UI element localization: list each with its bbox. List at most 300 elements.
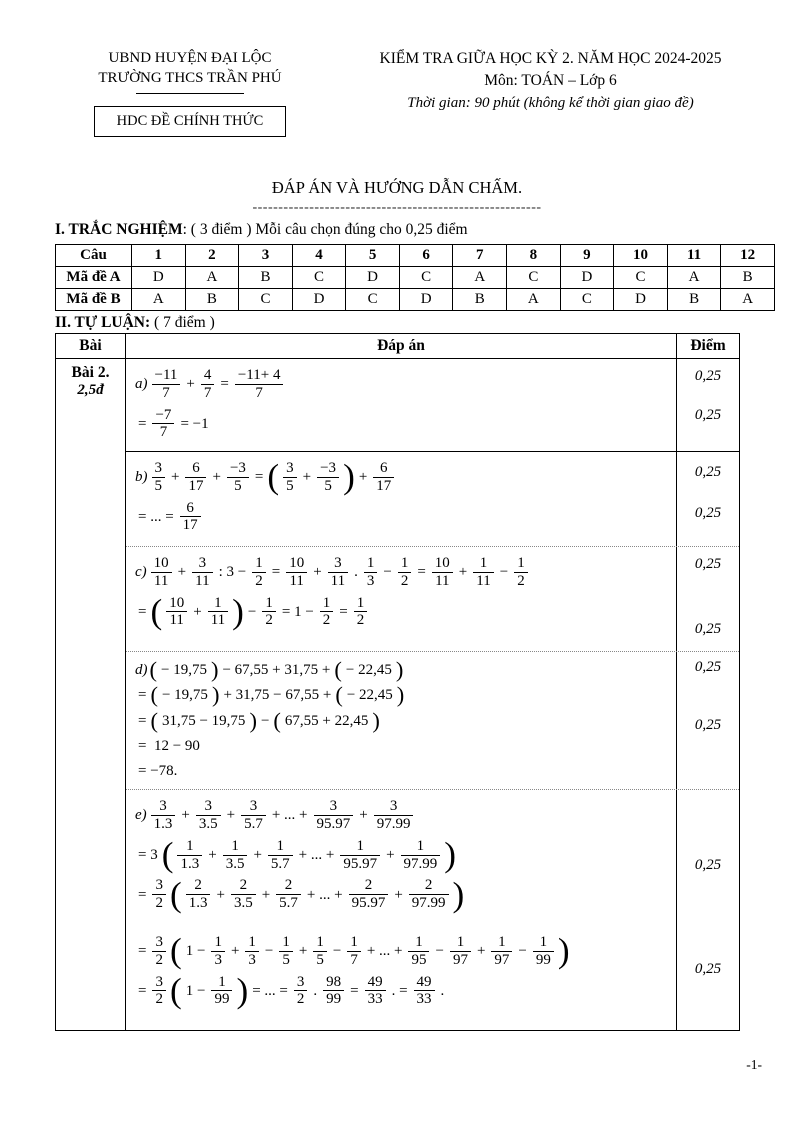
points-cell xyxy=(676,547,739,651)
numerator: 3 xyxy=(151,798,176,816)
math-text: + xyxy=(226,807,236,824)
answer-cell: A xyxy=(185,267,239,289)
essay-table-body xyxy=(56,359,739,1030)
numerator: 4 xyxy=(201,367,215,385)
answer-cell: C xyxy=(614,267,668,289)
table-row xyxy=(56,245,775,267)
page-number: -1- xyxy=(746,1057,762,1072)
column-header-diem: Điểm xyxy=(676,334,739,358)
math-text: = 12 − 90 xyxy=(138,737,200,754)
fraction xyxy=(252,555,266,590)
math-text: = xyxy=(417,564,426,581)
numerator: 49 xyxy=(365,974,386,992)
fraction xyxy=(514,555,528,590)
math-text: + xyxy=(193,603,202,620)
essay-table-header xyxy=(56,334,739,359)
denominator: 1.3 xyxy=(153,816,173,833)
point-value: 0,25 xyxy=(694,960,722,977)
numerator: 6 xyxy=(180,500,201,518)
fraction xyxy=(323,974,344,1009)
solution-part-c xyxy=(126,546,739,651)
math-text: + xyxy=(302,469,312,486)
math-text: − xyxy=(264,943,274,960)
answer-cell: A xyxy=(453,267,507,289)
numerator: 3 xyxy=(241,798,266,816)
denominator: 7 xyxy=(162,384,170,401)
math-text: − 22,45 xyxy=(346,687,393,704)
numerator: 2 xyxy=(349,877,389,895)
math-text: . xyxy=(440,982,445,999)
fraction xyxy=(374,798,414,833)
fraction xyxy=(166,595,187,630)
answer-cell: B xyxy=(721,267,775,289)
math-text: − xyxy=(332,943,342,960)
answer-cell: B xyxy=(667,289,721,311)
problem-total-points: 2,5đ xyxy=(77,382,104,398)
math-line: b) $\frac{3}{5}$ + $\frac{6}{17}$ + $\frac{-3}{5}$ = ( $\frac{3}{5}$ + $\frac{-3}{5}$ ) + $\frac{6}{17}$ xyxy=(135,460,670,495)
fraction xyxy=(450,934,471,969)
numerator: −7 xyxy=(152,407,174,425)
denominator: 1.3 xyxy=(180,855,200,872)
points-cell xyxy=(676,652,739,789)
fraction xyxy=(211,934,225,969)
math-text: = xyxy=(220,376,229,393)
fraction xyxy=(354,595,368,630)
answer-cell: B xyxy=(185,289,239,311)
math-text: − xyxy=(435,943,444,960)
numerator: 3 xyxy=(152,460,166,478)
fraction xyxy=(152,934,166,969)
numerator: 10 xyxy=(286,555,307,573)
numerator: 1 xyxy=(533,934,554,952)
solution-steps xyxy=(126,790,676,1030)
multiple-choice-table xyxy=(55,244,775,311)
math-text: = xyxy=(271,564,281,581)
points-cell xyxy=(676,359,739,451)
fraction xyxy=(223,838,248,873)
math-text: . xyxy=(313,982,318,999)
denominator: 99 xyxy=(535,951,551,968)
math-line xyxy=(135,367,670,402)
denominator: 11 xyxy=(210,612,226,629)
numerator: 1 xyxy=(408,934,429,952)
math-line xyxy=(135,761,670,781)
points-cell xyxy=(676,790,739,1030)
math-line: = $\frac{3}{2}$ ( 1 − $\frac{1}{99}$ ) = ... = $\frac{3}{2}$ . $\frac{98}{99}$ = $\frac{49}{33}$ . = $\frac{49}{33}$ . xyxy=(138,970,445,1010)
numerator: 1 xyxy=(223,838,248,856)
fraction xyxy=(286,555,307,590)
answer-cell: C xyxy=(292,267,346,289)
denominator: 97.99 xyxy=(403,855,438,872)
math-text: − 22,45 xyxy=(345,662,392,678)
part-label: a) xyxy=(135,376,148,393)
denominator: 5 xyxy=(234,477,242,494)
denominator: 11 xyxy=(153,572,169,589)
fraction xyxy=(491,934,512,969)
fraction xyxy=(349,877,389,912)
fraction xyxy=(317,460,339,495)
answer-cell: C xyxy=(507,267,561,289)
numerator: 1 xyxy=(211,934,225,952)
numerator: 2 xyxy=(276,877,301,895)
numerator: 1 xyxy=(262,595,276,613)
fraction xyxy=(186,877,211,912)
table-row xyxy=(56,267,775,289)
denominator: 2 xyxy=(155,951,163,968)
point-value: 0,25 xyxy=(694,658,722,675)
answer-cell: D xyxy=(399,289,453,311)
solution-steps xyxy=(126,359,676,451)
denominator: 97.99 xyxy=(411,895,446,912)
dashed-divider: -------------------------------------------------------- xyxy=(252,200,542,215)
fraction xyxy=(432,555,453,590)
numerator: 10 xyxy=(432,555,453,573)
answer-cell: C xyxy=(346,289,400,311)
answer-cell: D xyxy=(132,267,186,289)
numerator: 10 xyxy=(166,595,187,613)
denominator: 3.5 xyxy=(225,855,245,872)
denominator: 17 xyxy=(182,517,198,534)
math-text: + xyxy=(230,943,240,960)
denominator: 11 xyxy=(435,572,450,589)
school-name: TRƯỜNG THCS TRẦN PHÚ xyxy=(98,70,282,87)
denominator: 3.5 xyxy=(198,816,218,833)
fraction xyxy=(208,595,228,630)
math-text: 67,55 + 22,45 xyxy=(284,712,369,729)
section-multiple-choice-note: : ( 3 điểm ) Mỗi câu chọn đúng cho 0,25 điểm xyxy=(182,221,468,238)
answer-cell: A xyxy=(132,289,186,311)
fraction xyxy=(268,838,293,873)
math-text: = ... = xyxy=(138,508,174,525)
math-text: + xyxy=(216,886,225,903)
math-text: + xyxy=(313,564,322,581)
math-line: = ( − 19,75 ) + 31,75 − 67,55 + ( − 22,45 ) xyxy=(138,682,405,708)
numerator: 1 xyxy=(514,555,528,573)
answer-cell: 10 xyxy=(614,245,668,267)
fraction xyxy=(185,460,206,495)
fraction xyxy=(211,974,232,1009)
math-text: = xyxy=(138,712,147,729)
solution-parts xyxy=(126,359,739,1030)
answer-cell: A xyxy=(667,267,721,289)
row-label: Mã đề A xyxy=(56,267,132,289)
math-text: + xyxy=(394,886,403,903)
denominator: 2 xyxy=(322,612,331,629)
denominator: 5 xyxy=(324,477,332,494)
section-essay-heading xyxy=(55,314,215,332)
denominator: 99 xyxy=(214,991,230,1008)
denominator: 7 xyxy=(203,384,212,401)
denominator: 3 xyxy=(248,951,256,968)
point-value: 0,25 xyxy=(694,556,722,573)
answer-cell: A xyxy=(721,289,775,311)
page-title: ĐÁP ÁN VÀ HƯỚNG DẪN CHẤM. xyxy=(271,178,523,197)
math-text: = xyxy=(138,886,147,903)
solution-part-b xyxy=(126,451,739,546)
denominator: 99 xyxy=(326,991,342,1008)
numerator: 1 xyxy=(401,838,441,856)
denominator: 5 xyxy=(316,951,324,968)
numerator: 6 xyxy=(185,460,206,478)
section-essay-label: II. TỰ LUẬN: xyxy=(55,314,151,331)
fraction xyxy=(276,877,301,912)
solution-part-e xyxy=(126,789,739,1030)
denominator: 5 xyxy=(282,951,290,968)
math-text: − xyxy=(247,603,257,620)
point-value: 0,25 xyxy=(694,464,722,481)
numerator: 3 xyxy=(192,555,212,573)
numerator: 2 xyxy=(186,877,211,895)
denominator: 95.97 xyxy=(316,816,351,833)
answer-cell: 1 xyxy=(132,245,186,267)
numerator: 1 xyxy=(320,595,334,613)
answer-cell: D xyxy=(292,289,346,311)
math-text: = −78. xyxy=(138,763,178,779)
answer-cell: D xyxy=(614,289,668,311)
answer-cell: A xyxy=(507,289,561,311)
numerator: 1 xyxy=(211,974,232,992)
fraction xyxy=(151,555,172,590)
denominator: 11 xyxy=(195,572,210,589)
fraction xyxy=(152,974,166,1009)
math-line: d) ( − 19,75 ) − 67,55 + 31,75 + ( − 22,45 ) xyxy=(135,657,404,683)
numerator: 1 xyxy=(279,934,293,952)
math-text: + xyxy=(208,847,217,864)
fraction xyxy=(177,838,202,873)
fraction xyxy=(320,595,334,630)
part-label: d) xyxy=(135,662,148,678)
denominator: 33 xyxy=(416,991,432,1008)
fraction xyxy=(347,934,361,969)
denominator: 95.97 xyxy=(351,895,386,912)
math-text: = xyxy=(138,415,147,432)
numerator: 1 xyxy=(340,838,380,856)
numerator: 6 xyxy=(373,460,394,478)
numerator: 3 xyxy=(328,555,348,573)
math-text: + xyxy=(261,886,271,903)
denominator: 7 xyxy=(159,424,168,441)
part-label: e) xyxy=(135,807,147,824)
math-line xyxy=(135,798,670,833)
numerator: 1 xyxy=(491,934,512,952)
math-text: 31,75 − 19,75 xyxy=(161,712,246,729)
fraction xyxy=(294,974,308,1009)
point-value: 0,25 xyxy=(694,620,722,637)
math-text: + xyxy=(181,807,190,824)
answer-cell: B xyxy=(239,267,293,289)
fraction xyxy=(364,555,378,590)
numerator: 2 xyxy=(409,877,449,895)
denominator: 95.97 xyxy=(343,855,378,872)
math-text: − xyxy=(518,943,527,960)
denominator: 17 xyxy=(188,477,204,494)
fraction xyxy=(262,595,276,630)
math-text: : 3 − xyxy=(218,564,247,581)
math-text: + ... + xyxy=(271,807,308,824)
fraction xyxy=(328,555,348,590)
math-text: + xyxy=(458,564,468,581)
denominator: 2 xyxy=(356,612,365,629)
fraction xyxy=(245,934,259,969)
math-text: . xyxy=(354,564,358,581)
exam-duration: Thời gian: 90 phút (không kể thời gian giao đề) xyxy=(407,95,694,112)
numerator: −11 xyxy=(152,367,181,385)
math-text: + xyxy=(476,943,486,960)
subject-grade: Môn: TOÁN – Lớp 6 xyxy=(484,71,617,89)
numerator: −11+ 4 xyxy=(235,367,284,385)
point-value: 0,25 xyxy=(694,406,722,423)
numerator: 49 xyxy=(414,974,435,992)
math-text: + 31,75 − 67,55 + xyxy=(223,687,332,704)
part-label: c) xyxy=(135,564,147,581)
table-row xyxy=(56,289,775,311)
answer-cell: 3 xyxy=(239,245,293,267)
document-header xyxy=(55,48,770,137)
math-text: − xyxy=(499,564,509,581)
fraction xyxy=(365,974,386,1009)
denominator: 11 xyxy=(169,612,184,629)
numerator: −3 xyxy=(227,460,249,478)
math-text: = ... = xyxy=(252,982,288,999)
numerator: 3 xyxy=(152,974,166,992)
numerator: 3 xyxy=(294,974,308,992)
fraction xyxy=(151,798,176,833)
denominator: 11 xyxy=(476,572,491,589)
math-line xyxy=(135,500,670,535)
denominator: 2 xyxy=(517,572,525,589)
fraction xyxy=(152,367,181,402)
math-text: + ... + xyxy=(366,943,403,960)
numerator: 1 xyxy=(245,934,259,952)
math-line: = $\frac{3}{2}$ ( $\frac{2}{1.3}$ + $\frac{2}{3.5}$ + $\frac{2}{5.7}$ + ... + $\frac{2}{95.97}$ + $\frac{2}{97.99}$ ) xyxy=(138,874,465,914)
numerator: 1 xyxy=(252,555,266,573)
answer-cell: 9 xyxy=(560,245,614,267)
numerator: 1 xyxy=(398,555,412,573)
numerator: 10 xyxy=(151,555,172,573)
denominator: 2 xyxy=(400,572,409,589)
fraction xyxy=(340,838,380,873)
numerator: 3 xyxy=(283,460,297,478)
math-text: 1 − xyxy=(185,943,206,960)
math-text: + xyxy=(212,469,221,486)
answer-cell: 6 xyxy=(399,245,453,267)
point-value: 0,25 xyxy=(694,716,722,733)
fraction xyxy=(398,555,412,590)
fraction xyxy=(408,934,429,969)
answer-cell: 2 xyxy=(185,245,239,267)
fraction xyxy=(235,367,284,402)
fraction xyxy=(314,798,354,833)
fraction xyxy=(533,934,554,969)
header-left-block xyxy=(55,48,325,137)
numerator: −3 xyxy=(317,460,339,478)
math-text: − 19,75 xyxy=(161,687,208,704)
math-text: − 19,75 xyxy=(161,662,207,678)
numerator: 3 xyxy=(196,798,221,816)
numerator: 1 xyxy=(364,555,378,573)
math-text: = xyxy=(350,982,359,999)
answer-cell: C xyxy=(399,267,453,289)
answer-cell: 11 xyxy=(667,245,721,267)
denominator: 7 xyxy=(255,384,263,401)
denominator: 97 xyxy=(494,951,510,968)
row-label: Câu xyxy=(56,245,132,267)
denominator: 11 xyxy=(330,572,346,589)
answer-cell: B xyxy=(453,289,507,311)
problem-number-cell xyxy=(56,359,126,1030)
answer-cell: 12 xyxy=(721,245,775,267)
denominator: 3 xyxy=(214,951,222,968)
numerator: 2 xyxy=(231,877,256,895)
numerator: 1 xyxy=(473,555,493,573)
official-answer-key-box: HDC ĐỀ CHÍNH THỨC xyxy=(94,106,287,137)
section-multiple-choice-label: I. TRẮC NGHIỆM xyxy=(55,221,183,238)
fraction xyxy=(180,500,201,535)
math-line xyxy=(135,407,670,442)
math-text: . = xyxy=(391,982,408,999)
math-text: = −1 xyxy=(180,415,209,432)
math-text: + xyxy=(253,847,262,864)
denominator: 5.7 xyxy=(279,895,298,912)
math-line xyxy=(135,736,670,756)
math-text: − 67,55 + 31,75 + xyxy=(222,662,331,678)
numerator: 1 xyxy=(313,934,327,952)
numerator: 1 xyxy=(354,595,368,613)
fraction xyxy=(313,934,327,969)
fraction xyxy=(373,460,394,495)
points-cell xyxy=(676,452,739,546)
denominator: 11 xyxy=(289,572,304,589)
math-text: − xyxy=(383,564,392,581)
column-header-bai: Bài xyxy=(56,334,126,358)
denominator: 5.7 xyxy=(270,855,290,872)
denominator: 3.5 xyxy=(233,895,253,912)
numerator: 3 xyxy=(314,798,354,816)
fraction xyxy=(473,555,493,590)
denominator: 17 xyxy=(376,477,392,494)
section-essay-note: ( 7 điểm ) xyxy=(150,314,215,331)
numerator: 1 xyxy=(268,838,293,856)
answer-cell: 5 xyxy=(346,245,400,267)
point-value: 0,25 xyxy=(694,368,722,385)
math-text: + xyxy=(177,564,187,581)
essay-answer-table xyxy=(55,333,740,1031)
point-value: 0,25 xyxy=(694,857,722,874)
numerator: 3 xyxy=(152,934,166,952)
fraction xyxy=(231,877,256,912)
answer-cell: C xyxy=(560,289,614,311)
denominator: 5 xyxy=(286,477,294,494)
math-text: + xyxy=(358,469,368,486)
column-header-dapan: Đáp án xyxy=(377,337,425,354)
fraction xyxy=(401,838,441,873)
denominator: 2 xyxy=(296,991,305,1008)
denominator: 33 xyxy=(367,991,383,1008)
numerator: 1 xyxy=(208,595,228,613)
math-text: = xyxy=(254,469,264,486)
denominator: 7 xyxy=(350,951,358,968)
answer-cell: D xyxy=(346,267,400,289)
math-text: + xyxy=(386,847,395,864)
math-text: + ... + xyxy=(298,847,335,864)
math-line xyxy=(135,555,670,590)
fraction xyxy=(192,555,212,590)
math-text: = xyxy=(138,982,147,999)
math-text: + xyxy=(186,376,195,393)
fraction xyxy=(152,460,166,495)
fraction xyxy=(196,798,221,833)
header-right-block xyxy=(325,48,770,137)
